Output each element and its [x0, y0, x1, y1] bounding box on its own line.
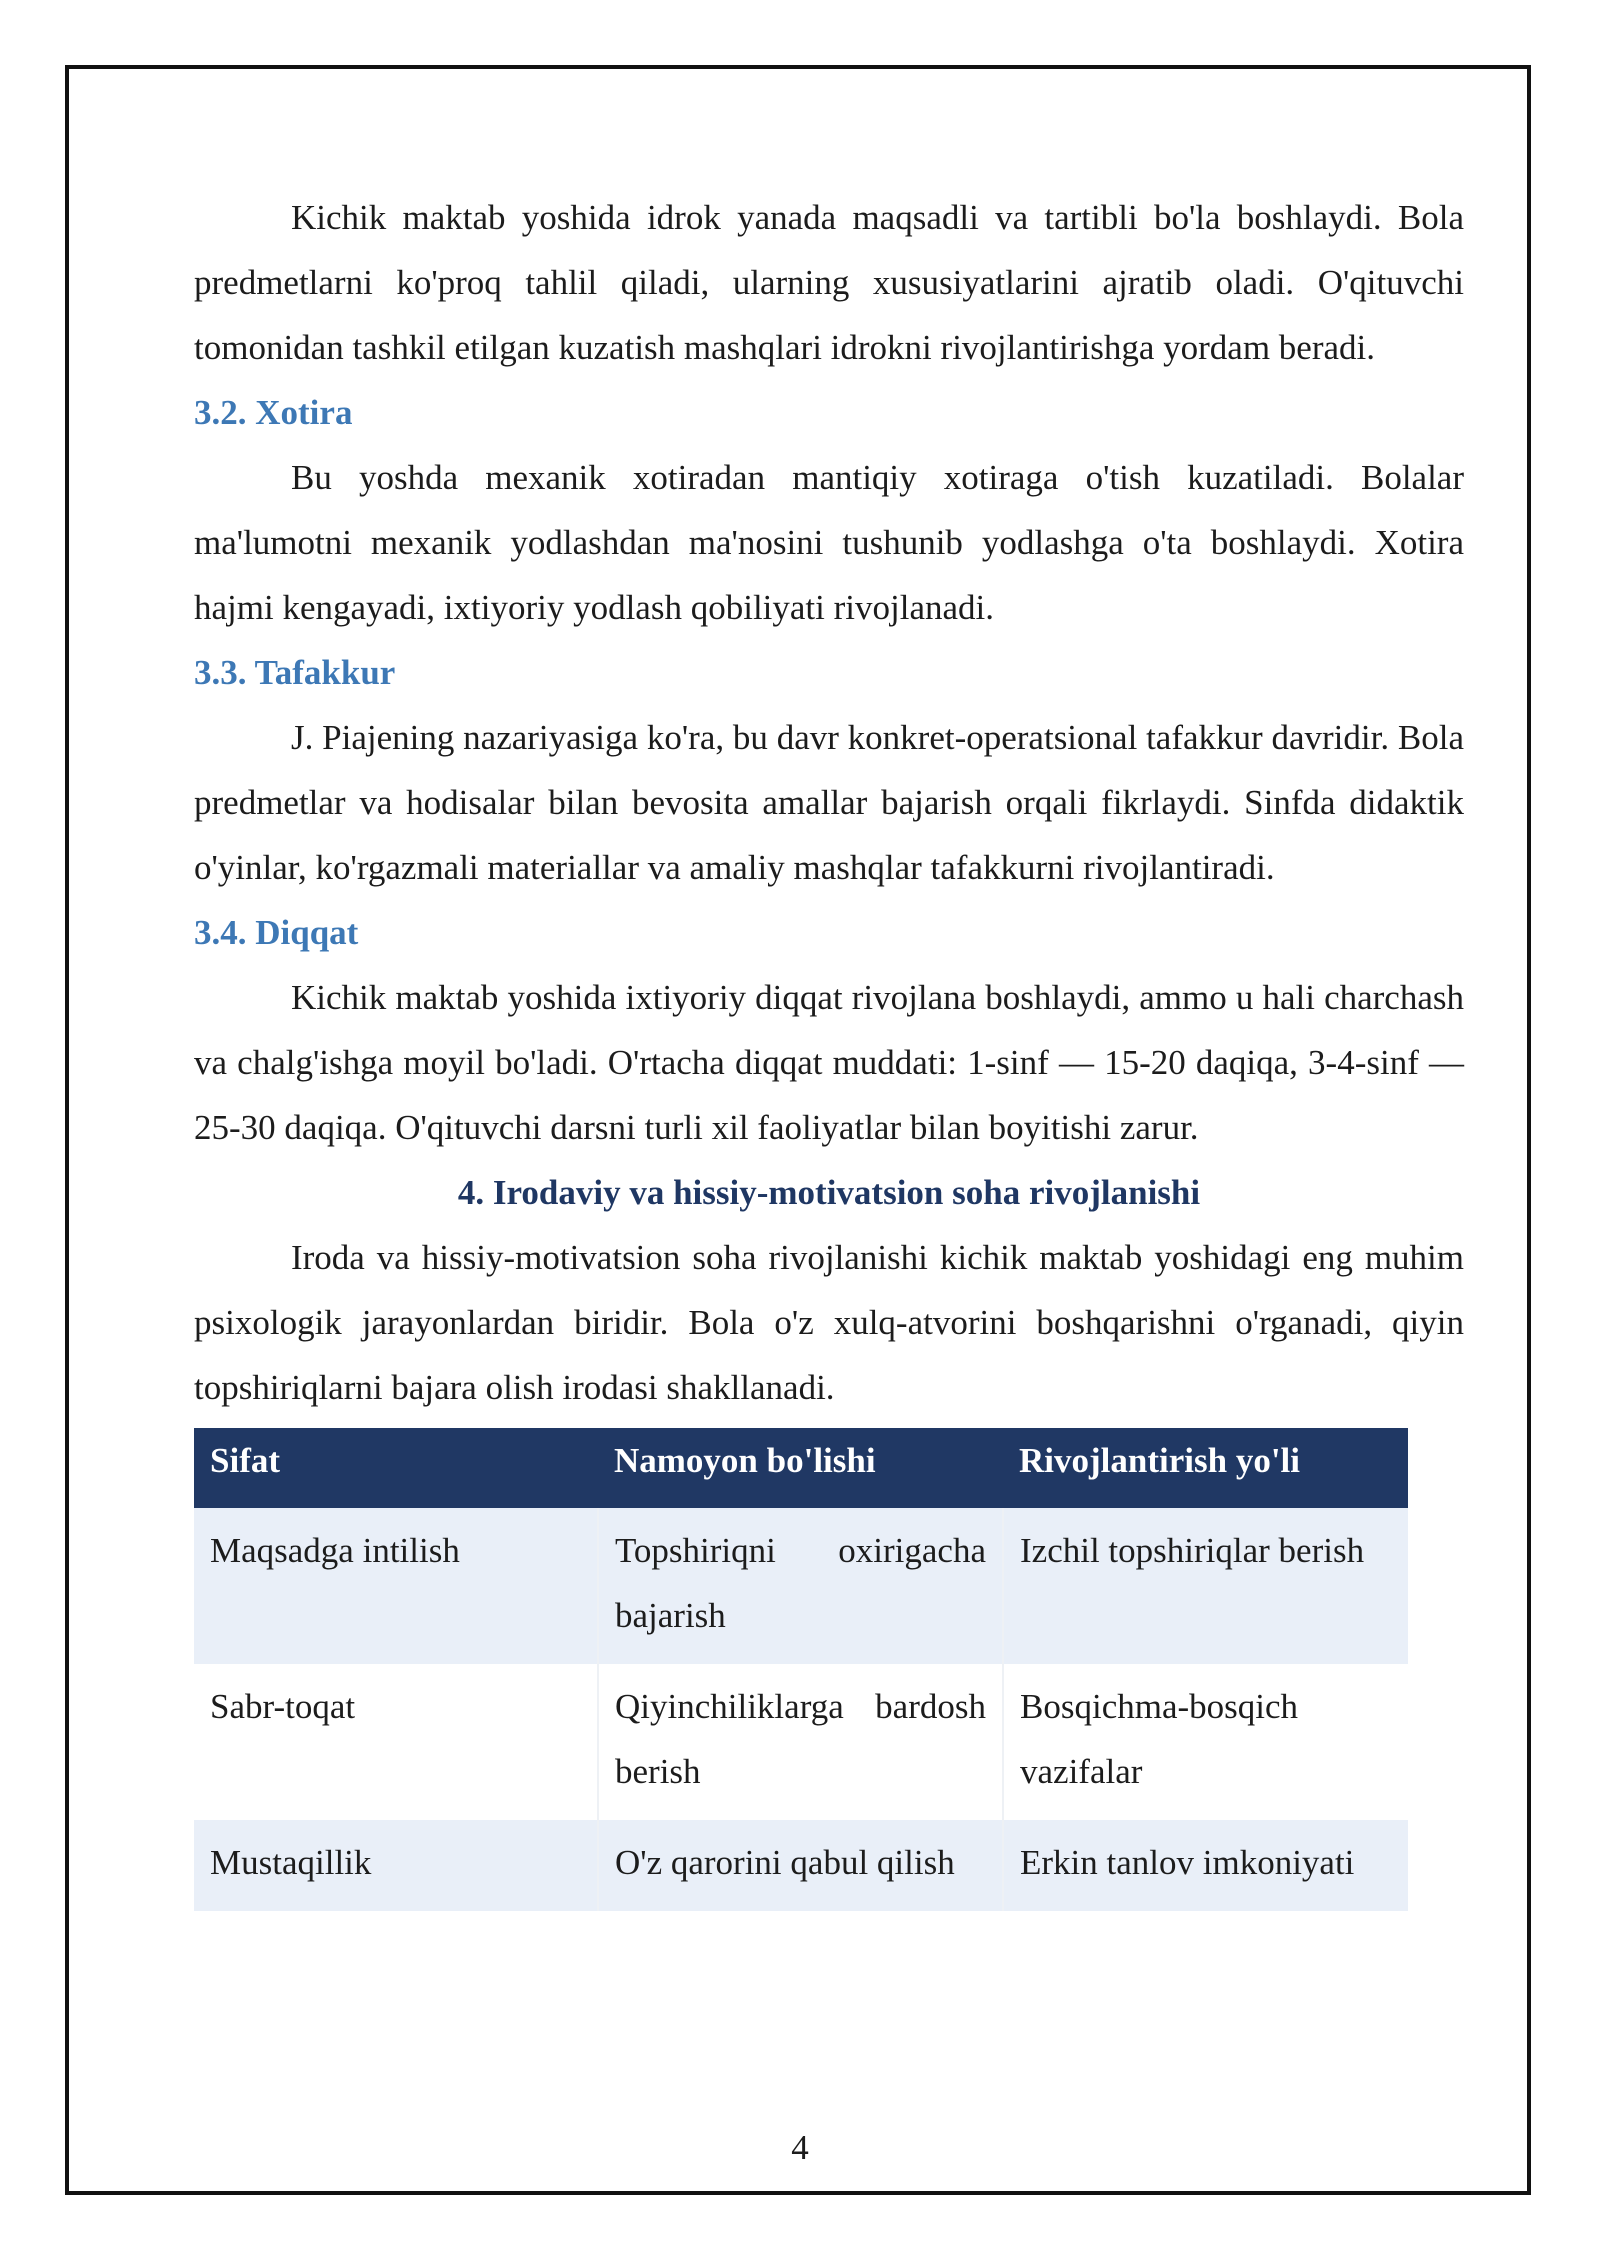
- table-cell: O'z qarorini qabul qilish: [598, 1820, 1003, 1911]
- table-cell: Erkin tanlov imkoniyati: [1003, 1820, 1408, 1911]
- page-number: 4: [791, 2128, 809, 2167]
- paragraph-attention: Kichik maktab yoshida ixtiyoriy diqqat rivojlana boshlaydi, ammo u hali charchash va chalg'ishga moyil bo'ladi. O'rtacha diqqat muddati: 1-sinf — 15-20 daqiqa, 3-4-sinf — 25-30 daqiqa. O'qituvchi darsni turli xil faoliyatlar bilan boyitishi zarur.: [194, 978, 1464, 1147]
- table-cell: Izchil topshiriqlar berish: [1003, 1508, 1408, 1664]
- heading-attention: 3.4. Diqqat: [194, 913, 359, 952]
- table-header-cell: Sifat: [194, 1428, 598, 1508]
- table-header-row: [194, 1428, 1408, 1508]
- table-cell: Sabr-toqat: [194, 1664, 598, 1820]
- table-cell: Bosqichma-bosqich vazifalar: [1003, 1664, 1408, 1820]
- heading-memory: 3.2. Xotira: [194, 393, 353, 432]
- paragraph-thinking: J. Piajening nazariyasiga ko'ra, bu davr konkret-operatsional tafakkur davridir. Bola predmetlar va hodisalar bilan bevosita amallar bajarish orqali fikrlaydi. Sinfda didaktik o'yinlar, ko'rgazmali materiallar va amaliy mashqlar tafakkurni rivojlantiradi.: [194, 718, 1464, 887]
- heading-thinking: 3.3. Tafakkur: [194, 653, 396, 692]
- table-cell: Maqsadga intilish: [194, 1508, 598, 1664]
- paragraph-memory: Bu yoshda mexanik xotiradan mantiqiy xotiraga o'tish kuzatiladi. Bolalar ma'lumotni mexanik yodlashdan ma'nosini tushunib yodlashga o'ta boshlaydi. Xotira hajmi kengayadi, ixtiyoriy yodlash qobiliyati rivojlanadi.: [194, 458, 1464, 627]
- table-row: [194, 1820, 1408, 1911]
- table-row: [194, 1508, 1408, 1664]
- table-header-cell: Rivojlantirish yo'li: [1003, 1428, 1408, 1508]
- table-row: [194, 1664, 1408, 1820]
- table-header-cell: Namoyon bo'lishi: [598, 1428, 1003, 1508]
- paragraph-will: Iroda va hissiy-motivatsion soha rivojlanishi kichik maktab yoshidagi eng muhim psixologik jarayonlardan biridir. Bola o'z xulq-atvorini boshqarishni o'rganadi, qiyin topshiriqlarni bajara olish irodasi shakllanadi.: [194, 1238, 1464, 1407]
- table-cell: Topshiriqni oxirigacha bajarish: [598, 1508, 1003, 1664]
- table-cell: Qiyinchiliklarga bardosh berish: [598, 1664, 1003, 1820]
- section-heading-will: 4. Irodaviy va hissiy-motivatsion soha rivojlanishi: [457, 1173, 1201, 1212]
- qualities-table: [194, 1428, 1408, 1911]
- table-cell: Mustaqillik: [194, 1820, 598, 1911]
- paragraph-perception: Kichik maktab yoshida idrok yanada maqsadli va tartibli bo'la boshlaydi. Bola predmetlarni ko'proq tahlil qiladi, ularning xususiyatlarini ajratib oladi. O'qituvchi tomonidan tashkil etilgan kuzatish mashqlari idrokni rivojlantirishga yordam beradi.: [194, 198, 1464, 367]
- document-body: [194, 185, 1464, 1911]
